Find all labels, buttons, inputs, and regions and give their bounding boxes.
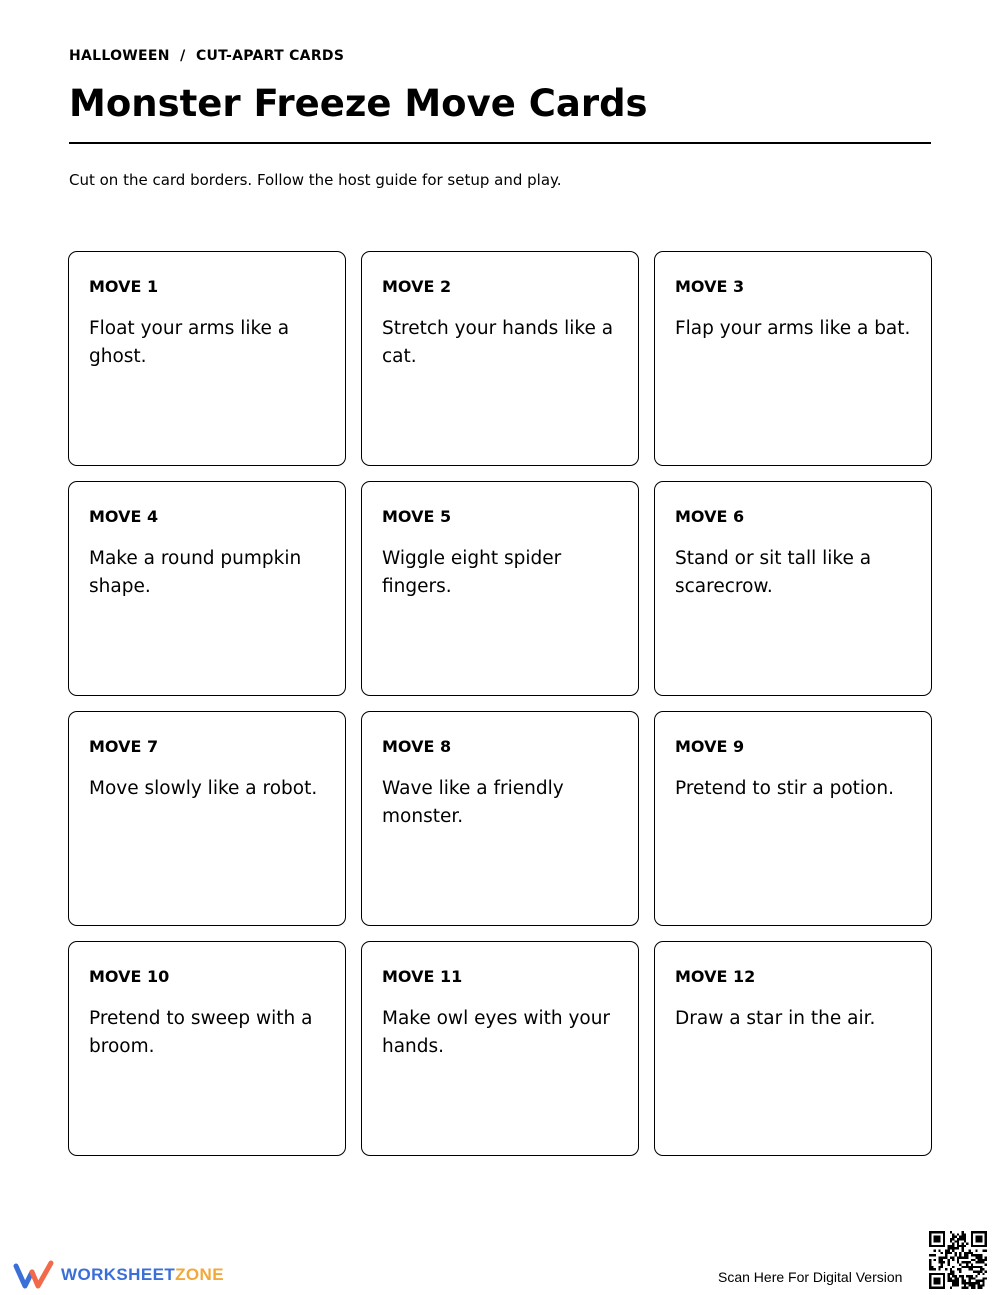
move-card-text: Wave like a friendly monster. [382,778,564,827]
move-card [361,711,639,926]
brand-name-part2: ZONE [175,1265,224,1284]
move-card-text: Flap your arms like a bat. [675,318,911,339]
move-card-text: Draw a star in the air. [675,1008,876,1029]
page-title: Monster Freeze Move Cards [69,82,648,125]
move-card-text: Make owl eyes with your hands. [382,1008,611,1057]
breadcrumb-item-cut-apart-cards[interactable]: CUT-APART CARDS [195,48,345,64]
move-card-text: Move slowly like a robot. [89,778,318,799]
move-card [654,251,932,466]
move-card-label: MOVE 6 [675,507,745,526]
brand-logo[interactable] [13,1260,224,1290]
move-card-label: MOVE 12 [675,967,756,986]
move-card [361,251,639,466]
move-card-label: MOVE 3 [675,277,745,296]
move-card [361,941,639,1156]
move-card [654,941,932,1156]
brand-name-part1: WORKSHEET [61,1265,176,1284]
worksheetzone-logo-icon [13,1260,55,1290]
move-card [654,711,932,926]
move-card-label: MOVE 5 [382,507,452,526]
move-card-text: Wiggle eight spider fingers. [382,548,562,597]
title-divider [69,142,931,144]
move-card-label: MOVE 10 [89,967,170,986]
move-card-label: MOVE 1 [89,277,159,296]
move-card-label: MOVE 8 [382,737,452,756]
move-card-label: MOVE 2 [382,277,452,296]
move-card-label: MOVE 11 [382,967,463,986]
move-card-text: Stand or sit tall like a scarecrow. [675,548,872,597]
breadcrumb-separator: / [180,48,186,64]
move-card-label: MOVE 4 [89,507,159,526]
move-card-label: MOVE 7 [89,737,159,756]
qr-code-icon[interactable] [929,1231,987,1289]
move-card-label: MOVE 9 [675,737,745,756]
move-card-text: Stretch your hands like a cat. [382,318,614,367]
move-card [68,481,346,696]
move-card-text: Pretend to stir a potion. [675,778,894,799]
move-card-text: Make a round pumpkin shape. [89,548,302,597]
move-card [68,711,346,926]
scan-instructions: Scan Here For Digital Version [718,1269,903,1285]
brand-name [61,1265,224,1285]
breadcrumb [69,48,344,64]
breadcrumb-item-halloween[interactable]: HALLOWEEN [69,48,170,64]
move-card-text: Float your arms like a ghost. [89,318,290,367]
move-card [68,251,346,466]
instructions-text: Cut on the card borders. Follow the host guide for setup and play. [69,171,562,189]
move-card [68,941,346,1156]
move-card-text: Pretend to sweep with a broom. [89,1008,313,1057]
move-card [654,481,932,696]
card-grid [68,251,932,1156]
move-card [361,481,639,696]
